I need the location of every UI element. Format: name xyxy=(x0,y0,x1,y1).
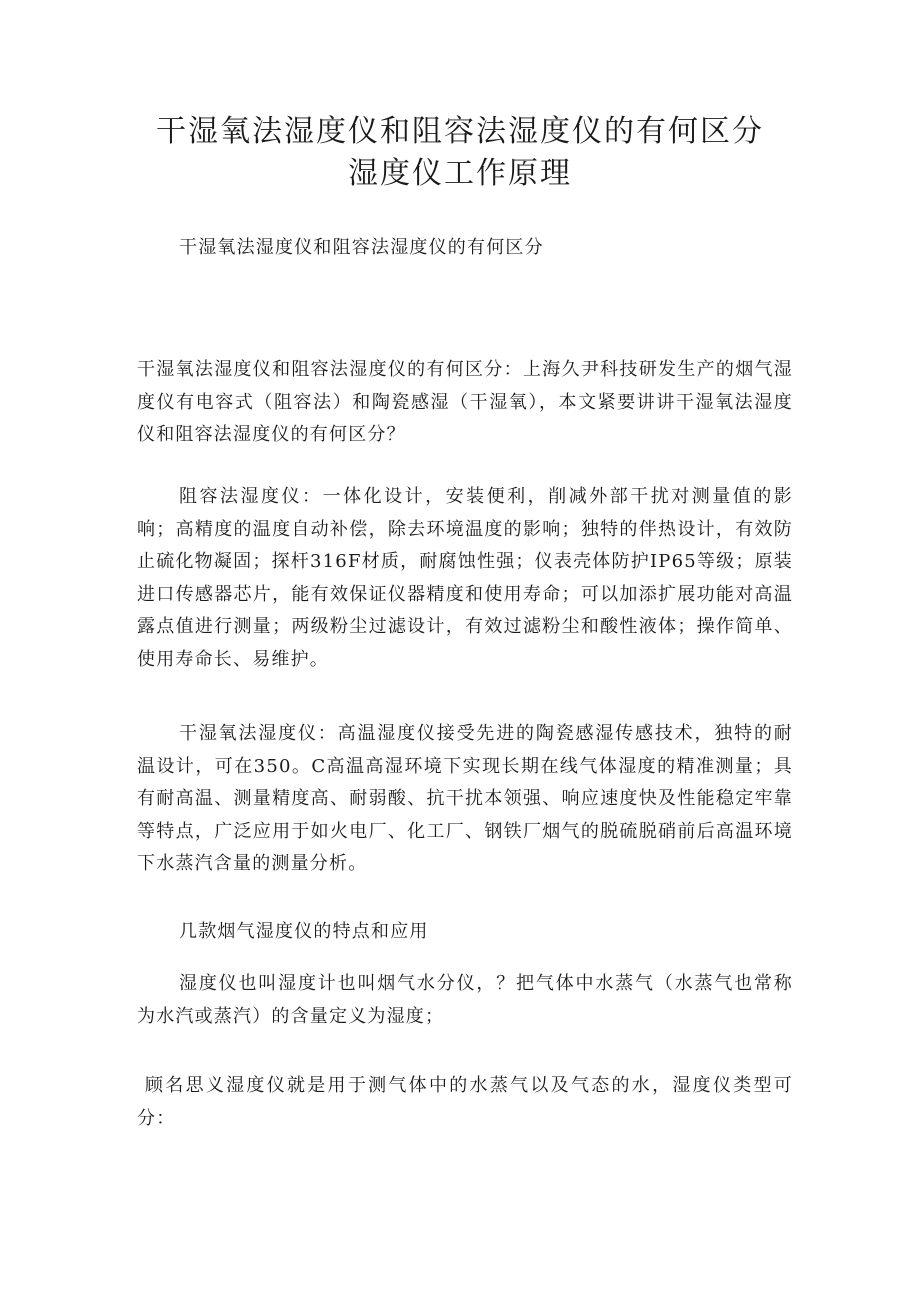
document-subtitle: 干湿氧法湿度仪和阻容法湿度仪的有何区分 xyxy=(179,237,544,258)
paragraph-dry-wet-oxygen-method: 干湿氧法湿度仪：高温湿度仪接受先进的陶瓷感湿传感技术，独特的耐温设计，可在350。C高温高湿环境下实现长期在线气体湿度的精准测量；具有耐高温、测量精度高、耐弱酸、抗干扰本领强、响应速度快及性能稳定牢靠等特点，广泛应用于如火电厂、化工厂、钢铁厂烟气的脱硫脱硝前后高温环境下水蒸汽含量的测量分析。 xyxy=(137,723,793,874)
paragraph-hygrometer-types: 顾名思义湿度仪就是用于测气体中的水蒸气以及气态的水，湿度仪类型可分： xyxy=(137,1075,793,1129)
paragraph-humidity-definition: 湿度仪也叫湿度计也叫烟气水分仪，？把气体中水蒸气（水蒸气也常称为水汽或蒸汽）的含量定义为湿度； xyxy=(137,973,793,1027)
paragraph-intro: 干湿氧法湿度仪和阻容法湿度仪的有何区分：上海久尹科技研发生产的烟气湿度仪有电容式（阻容法）和陶瓷感湿（干湿氧），本文紧要讲讲干湿氧法湿度仪和阻容法湿度仪的有何区分？ xyxy=(137,359,793,445)
document-title-line-1: 干湿氧法湿度仪和阻容法湿度仪的有何区分 xyxy=(156,114,764,149)
section-heading-flue-gas-hygrometers: 几款烟气湿度仪的特点和应用 xyxy=(179,921,429,942)
document-title-line-2: 湿度仪工作原理 xyxy=(348,156,572,191)
paragraph-resistive-method: 阻容法湿度仪：一体化设计，安装便利，削减外部干扰对测量值的影响；高精度的温度自动补偿，除去环境温度的影响；独特的伴热设计，有效防止硫化物凝固；探杆316F材质，耐腐蚀性强；仪表壳体防护IP65等级；原装进口传感器芯片，能有效保证仪器精度和使用寿命；可以加添扩展功能对高温露点值进行测量；两级粉尘过滤设计，有效过滤粉尘和酸性液体；操作简单、使用寿命长、易维护。 xyxy=(137,486,793,670)
